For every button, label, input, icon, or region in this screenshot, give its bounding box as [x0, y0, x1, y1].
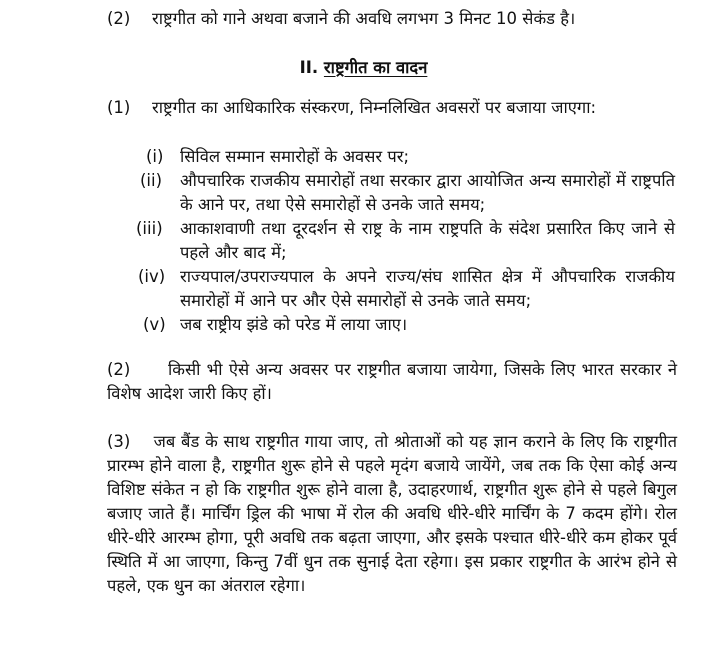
section-numeral: II.	[299, 58, 319, 77]
para3	[107, 430, 677, 598]
list-item-marker: (i)	[146, 147, 164, 166]
list-item-text: आकाशवाणी तथा दूरदर्शन से राष्ट्र के नाम राष्ट्रपति के संदेश प्रसारित किए जाने से पहले और बाद में;	[180, 219, 675, 262]
para2-text: किसी भी ऐसे अन्य अवसर पर राष्ट्रगीत बजाया जायेगा, जिसके लिए भारत सरकार ने विशेष आदेश जारी किए हों।	[107, 360, 677, 403]
para1-text: राष्ट्रगीत का आधिकारिक संस्करण, निम्नलिखित अवसरों पर बजाया जाएगा:	[152, 98, 597, 117]
list-item-marker: (v)	[143, 315, 166, 334]
para2	[107, 358, 677, 406]
para3-text: जब बैंड के साथ राष्ट्रगीत गाया जाए, तो श्रोताओं को यह ज्ञान कराने के लिए कि राष्ट्रगीत प्रारम्भ होने वाला है, राष्ट्रगीत शुरू होने से पहले मृदंग बजाये जायेंगे, जब तक कि ऐसा कोई अन्य विशिष्ट संकेत न हो कि राष्ट्रगीत शुरू होने वाला है, उदाहरणार्थ, राष्ट्रगीत शुरू होने से पहले बिगुल बजाए जाते हैं। मार्चिंग ड्रिल की भाषा में रोल की अवधि धीरे-धीरे मार्चिंग के 7 कदम होंगे। रोल धीरे-धीरे आरम्भ होगा, पूरी अवधि तक बढ़ता जाएगा, और इसके पश्चात धीरे-धीरे कम होकर पूर्व स्थिति में आ जाएगा, किन्तु 7वीं धुन तक सुनाई देता रहेगा। इस प्रकार राष्ट्रगीत के आरंभ होने से पहले, एक धुन का अंतराल रहेगा।	[107, 432, 677, 595]
list-item-text: राज्यपाल/उपराज्यपाल के अपने राज्य/संघ शासित क्षेत्र में औपचारिक राजकीय समारोहों में आने पर और ऐसे समारोहों से उनके जाते समय;	[180, 267, 675, 310]
para2-number: (2)	[107, 360, 131, 379]
list-item-marker: (iv)	[138, 267, 166, 286]
section-title: राष्ट्रगीत का वादन	[323, 58, 428, 77]
list-item-marker: (iii)	[136, 219, 163, 238]
para1-number: (1)	[107, 98, 131, 117]
section-heading	[0, 56, 727, 80]
list-item-text: जब राष्ट्रीय झंडे को परेड में लाया जाए।	[180, 315, 408, 334]
list-item-text: औपचारिक राजकीय समारोहों तथा सरकार द्वारा आयोजित अन्य समारोहों में राष्ट्रपति के आने पर, तथा ऐसे समारोहों से उनके जाते समय;	[180, 171, 675, 214]
para-top-text: राष्ट्रगीत को गाने अथवा बजाने की अवधि लगभग 3 मिनट 10 सेकंड है।	[152, 9, 576, 28]
para3-number: (3)	[107, 432, 131, 451]
list-item-marker: (ii)	[140, 171, 163, 190]
list-item-text: सिविल सम्मान समारोहों के अवसर पर;	[180, 147, 410, 166]
para-top-number: (2)	[107, 9, 131, 28]
